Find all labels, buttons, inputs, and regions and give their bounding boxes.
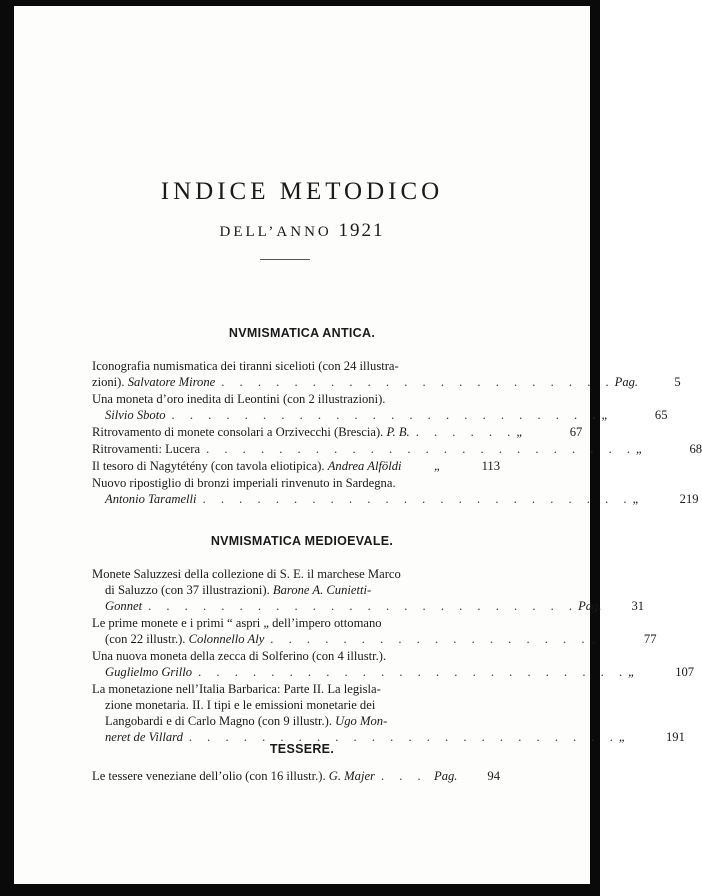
section-heading-antica: NVMISMATICA ANTICA. <box>228 326 376 340</box>
page-number: 68 <box>689 442 702 456</box>
section-heading-medioevale: NVMISMATICA MEDIOEVALE. <box>210 534 394 548</box>
toc-entry: Nuovo ripostiglio di bronzi imperiali rinvenuto in Sardegna. Antonio Taramelli . . . . . . . . . . . . . . . . . . . . . . . . „ 219 <box>92 476 699 506</box>
page-number: 5 <box>674 375 681 389</box>
page-number: 94 <box>487 769 500 783</box>
toc-entry: Iconografia numismatica dei tiranni sicelioti (con 24 illustra- zioni). Salvatore Mirone . . . . . . . . . . . . . . . . . . . . . . Pag. 5 <box>92 359 681 389</box>
page-number: 107 <box>675 665 695 679</box>
page-number: 219 <box>679 492 699 506</box>
page-number: 65 <box>654 408 668 422</box>
subtitle-prefix: DELL’ANNO <box>219 224 332 240</box>
document-subtitle <box>14 220 590 242</box>
toc-entry: Monete Saluzzesi della collezione di S. E. il marchese Marco di Saluzzo (con 37 illustrazioni). Barone A. Cunietti- Gonnet . . . . . . . . . . . . . . . . . . . . . . . . Pag. 31 <box>92 567 645 613</box>
subtitle-year: 1921 <box>338 220 385 241</box>
toc-entry: Ritrovamento di monete consolari a Orzivecchi (Brescia). P. B. . . . . . . „ 67 <box>92 425 583 439</box>
toc-entry: Le prime monete e i primi “ aspri „ dell’impero ottomano (con 22 illustr.). Colonnello Aly . . . . . . . . . . . . . . . . . . „ 77 <box>92 616 657 646</box>
dot-leader: . . . <box>380 769 427 783</box>
document-page <box>14 6 702 884</box>
dot-leader: . . . . . . . . . . . . . . . . . . . . . . . . <box>171 408 602 422</box>
dot-leader: . . . . . . . . . . . . . . . . . . . . . . . . <box>206 442 637 456</box>
dot-leader: . . . . . . . . . . . . . . . . . . <box>270 632 591 646</box>
section-entries-medioevale <box>92 566 695 746</box>
document-title: INDICE METODICO <box>160 178 444 205</box>
page-number: 191 <box>665 730 685 744</box>
toc-entry: Il tesoro di Nagytétény (con tavola eliotipica). Andrea Alföldi „ 113 <box>92 459 500 473</box>
page-number: 113 <box>481 459 500 473</box>
section-entries-antica <box>92 358 702 508</box>
toc-entry: Una moneta d’oro inedita di Leontini (con 2 illustrazioni). Silvio Sboto . . . . . . . . . . . . . . . . . . . . . . . . „ 65 <box>92 392 668 422</box>
toc-entry: Ritrovamenti: Lucera . . . . . . . . . . . . . . . . . . . . . . . . „ 68 <box>92 442 702 456</box>
toc-entry: Una nuova moneta della zecca di Solferino (con 4 illustr.). Guglielmo Grillo . . . . . . . . . . . . . . . . . . . . . . . . „ 107 <box>92 649 695 679</box>
dot-leader: . . . . . . . . . . . . . . . . . . . . . . . . <box>148 599 579 613</box>
toc-entry: La monetazione nell’Italia Barbarica: Parte II. La legisla- zione monetaria. II. I tipi e le emissioni monetarie dei Langobardi e di Carlo Magno (con 9 illustr.). Ugo Mon- neret de Villard . . . . . . . . . . . . . . . . . . . . . . . . „ 191 <box>92 682 685 744</box>
page-number: 77 <box>643 632 657 646</box>
page-number: 67 <box>569 425 583 439</box>
dot-leader: . . . . . . . . . . . . . . . . . . . . . . . . <box>198 665 629 679</box>
title-divider <box>260 259 310 260</box>
section-heading-tessere: TESSERE. <box>269 742 335 756</box>
page-number: 31 <box>631 599 645 613</box>
dot-leader: . . . . . . . . . . . . . . . . . . . . . . . . <box>188 730 619 744</box>
dot-leader: . . . . . . <box>415 425 517 439</box>
dot-leader: . . . . . . . . . . . . . . . . . . . . . . <box>221 375 615 389</box>
toc-entry: Le tessere veneziane dell’olio (con 16 illustr.). G. Majer . . . Pag. 94 <box>92 769 500 783</box>
dot-leader: . . . . . . . . . . . . . . . . . . . . . . . . <box>202 492 633 506</box>
section-entries-tessere <box>92 768 500 785</box>
